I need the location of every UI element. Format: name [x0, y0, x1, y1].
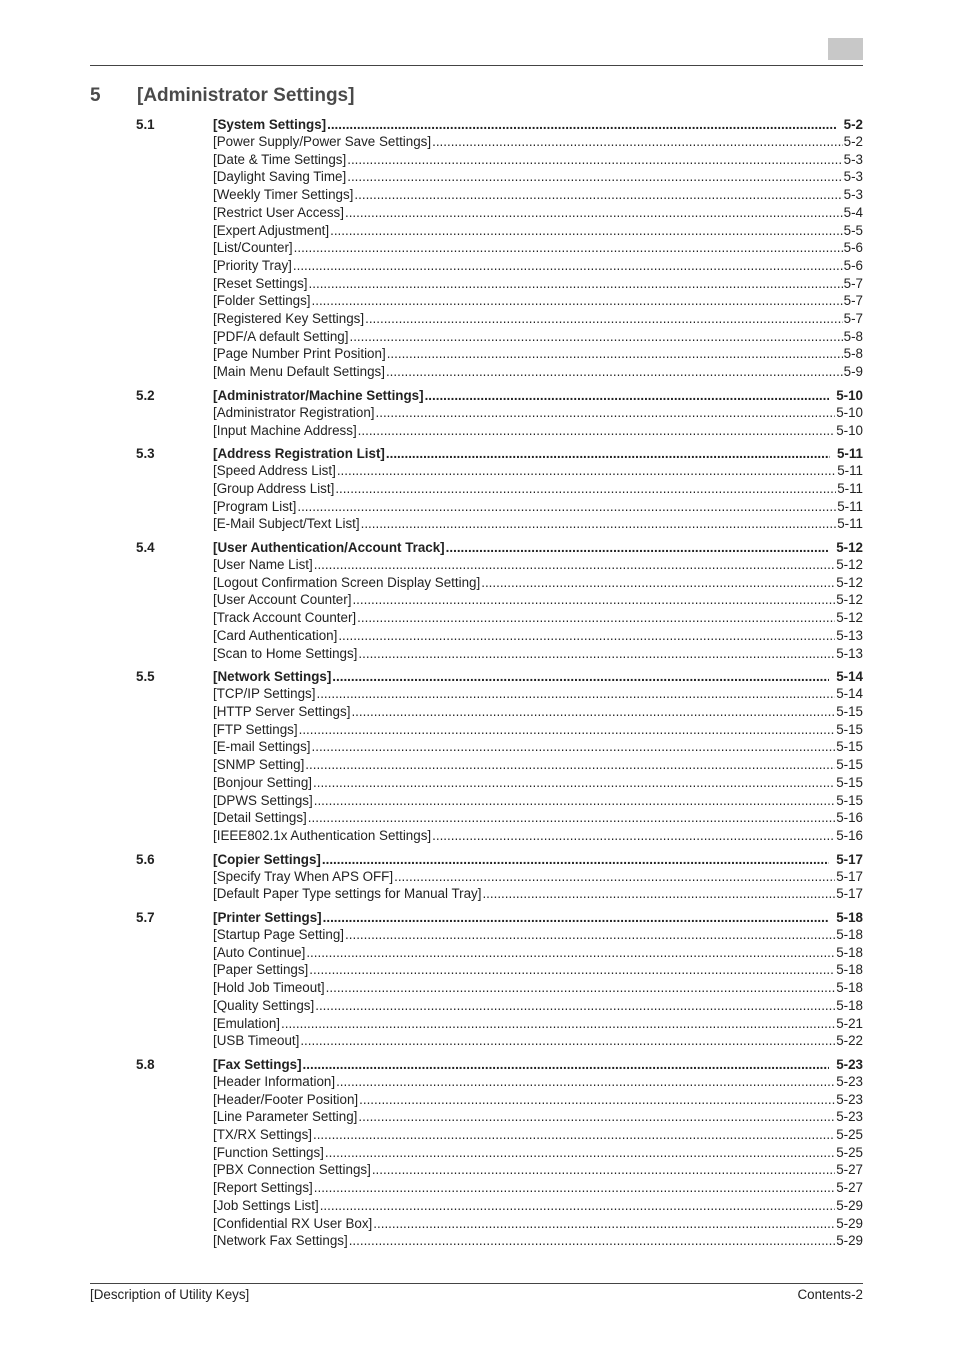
- toc-section-number: 5.2: [136, 387, 155, 403]
- toc-entry-page: 5-11: [837, 463, 863, 479]
- toc-section-title: [Network Settings]: [213, 669, 332, 685]
- toc-entry-page: 5-25: [836, 1144, 863, 1160]
- toc-entry[interactable]: [136, 645, 863, 663]
- toc-section-number: 5.8: [136, 1056, 155, 1072]
- toc-entry-title: [Header Information]: [213, 1073, 336, 1089]
- toc-entry[interactable]: [136, 1197, 863, 1215]
- toc-entry-page: 5-6: [843, 240, 863, 256]
- toc-entry-page: 5-18: [836, 997, 863, 1013]
- toc-dot-leader: [300, 1032, 835, 1050]
- toc-entry-title: [Network Fax Settings]: [213, 1233, 348, 1249]
- footer-divider: [90, 1283, 863, 1284]
- toc-dot-leader: [358, 1108, 835, 1126]
- toc-entry[interactable]: [136, 738, 863, 756]
- toc-section-title: [User Authentication/Account Track]: [213, 540, 445, 556]
- toc-dot-leader: [432, 133, 843, 151]
- toc-entry[interactable]: [136, 1144, 863, 1162]
- toc-dot-leader: [345, 204, 843, 222]
- toc-entry-title: [Power Supply/Power Save Settings]: [213, 134, 432, 149]
- toc-entry-title: [Expert Adjustment]: [213, 222, 330, 238]
- toc-entry[interactable]: [136, 1215, 863, 1233]
- toc-entry[interactable]: [136, 1126, 863, 1144]
- toc-entry[interactable]: [136, 944, 863, 962]
- toc-entry[interactable]: [136, 204, 863, 222]
- toc-entry[interactable]: [136, 885, 863, 903]
- toc-section-heading[interactable]: [136, 909, 863, 926]
- toc-entry-page: 5-17: [836, 868, 863, 884]
- toc-entry-title: [Logout Confirmation Screen Display Setting]: [213, 574, 481, 590]
- toc-section-number: 5.7: [136, 910, 155, 926]
- toc-dot-leader: [312, 738, 836, 756]
- toc-entry[interactable]: [136, 1179, 863, 1197]
- toc-dot-leader: [313, 1126, 835, 1144]
- toc-entry-title: [PBX Connection Settings]: [213, 1162, 371, 1178]
- toc-section-heading[interactable]: [136, 445, 863, 462]
- toc-dot-leader: [376, 404, 836, 422]
- toc-section-number: 5.4: [136, 540, 155, 556]
- toc-section-heading[interactable]: [136, 116, 863, 133]
- header-tab-marker: [828, 38, 863, 60]
- toc-dot-leader: [345, 926, 835, 944]
- toc-dot-leader: [347, 151, 842, 169]
- toc-entry[interactable]: [136, 627, 863, 645]
- toc-entry-page: 5-4: [843, 204, 863, 220]
- toc-section-title: [System Settings]: [213, 117, 327, 132]
- header-divider: [90, 65, 863, 66]
- toc-entry-page: 5-29: [836, 1197, 863, 1213]
- toc-dot-leader: [349, 1232, 835, 1250]
- toc-entry-page: 5-3: [843, 169, 863, 185]
- toc-entry-page: 5-10: [836, 404, 863, 420]
- toc-dot-leader: [309, 961, 835, 979]
- toc-dot-leader: [314, 1179, 835, 1197]
- toc-entry[interactable]: [136, 721, 863, 739]
- toc-section-title: [Fax Settings]: [213, 1056, 302, 1072]
- toc-dot-leader: [316, 685, 835, 703]
- toc-entry-title: [Header/Footer Position]: [213, 1091, 359, 1107]
- toc-entry-page: 5-11: [837, 480, 863, 496]
- toc-entry[interactable]: [136, 363, 863, 381]
- toc-entry-title: [PDF/A default Setting]: [213, 328, 349, 344]
- toc-entry-title: [User Account Counter]: [213, 592, 352, 608]
- toc-entry-title: [List/Counter]: [213, 240, 293, 256]
- toc-entry-title: [Program List]: [213, 498, 297, 514]
- toc-entry-title: [Report Settings]: [213, 1180, 313, 1196]
- toc-dot-leader: [394, 868, 835, 886]
- toc-section-number: 5.6: [136, 851, 155, 867]
- toc-entry[interactable]: [136, 997, 863, 1015]
- toc-dot-leader: [308, 809, 835, 827]
- toc-entry-page: 5-12: [836, 610, 863, 626]
- toc-entry[interactable]: [136, 556, 863, 574]
- toc-section-page: 5-14: [836, 669, 863, 685]
- toc-entry-title: [Scan to Home Settings]: [213, 645, 358, 661]
- toc-entry-page: 5-29: [836, 1215, 863, 1231]
- toc-entry-title: [Job Settings List]: [213, 1197, 319, 1213]
- toc-entry-page: 5-11: [837, 498, 863, 514]
- toc-entry-page: 5-5: [843, 222, 863, 238]
- toc-section: [136, 116, 863, 381]
- toc-entry-title: [HTTP Server Settings]: [213, 703, 351, 719]
- toc-dot-leader: [425, 387, 830, 404]
- toc-section: [136, 668, 863, 844]
- toc-entry[interactable]: [136, 328, 863, 346]
- toc-entry-title: [Detail Settings]: [213, 810, 307, 826]
- footer-page-number: Contents-2: [797, 1287, 863, 1302]
- toc-entry-page: 5-16: [836, 810, 863, 826]
- toc-section-title: [Address Registration List]: [213, 446, 385, 462]
- toc-entry-page: 5-11: [837, 516, 863, 532]
- toc-entry-title: [Reset Settings]: [213, 275, 308, 291]
- toc-entry-page: 5-15: [836, 703, 863, 719]
- toc-entry[interactable]: [136, 574, 863, 592]
- toc-entry[interactable]: [136, 756, 863, 774]
- toc-entry[interactable]: [136, 703, 863, 721]
- toc-entry-page: 5-17: [836, 886, 863, 902]
- toc-entry-page: 5-18: [836, 944, 863, 960]
- toc-entry[interactable]: [136, 1073, 863, 1091]
- toc-entry-title: [Administrator Registration]: [213, 404, 375, 420]
- toc-dot-leader: [349, 328, 842, 346]
- toc-dot-leader: [322, 851, 829, 868]
- toc-dot-leader: [359, 1091, 835, 1109]
- toc-entry-title: [IEEE802.1x Authentication Settings]: [213, 827, 432, 843]
- toc-dot-leader: [309, 275, 843, 293]
- toc-entry-page: 5-18: [836, 927, 863, 943]
- toc-section-page: 5-10: [836, 387, 863, 403]
- toc-dot-leader: [481, 574, 835, 592]
- toc-entry-title: [Restrict User Access]: [213, 204, 344, 220]
- toc-entry-title: [E-Mail Subject/Text List]: [213, 516, 360, 532]
- toc-entry-title: [Quality Settings]: [213, 997, 315, 1013]
- toc-entry-page: 5-6: [843, 257, 863, 273]
- toc-entry-page: 5-18: [836, 980, 863, 996]
- toc-entry-page: 5-15: [836, 757, 863, 773]
- toc-section-number: 5.1: [136, 117, 155, 132]
- toc-dot-leader: [320, 1197, 835, 1215]
- toc-dot-leader: [312, 292, 843, 310]
- toc-section: [136, 909, 863, 1050]
- toc-section-page: 5-17: [836, 851, 863, 867]
- toc-entry-title: [Bonjour Setting]: [213, 774, 313, 790]
- toc-dot-leader: [323, 909, 830, 926]
- toc-entry[interactable]: [136, 239, 863, 257]
- toc-entry-page: 5-27: [836, 1180, 863, 1196]
- toc-entry[interactable]: [136, 827, 863, 845]
- toc-entry[interactable]: [136, 685, 863, 703]
- toc-entry[interactable]: [136, 404, 863, 422]
- toc-section: [136, 1056, 863, 1250]
- toc-entry[interactable]: [136, 792, 863, 810]
- toc-entry-page: 5-18: [836, 962, 863, 978]
- toc-entry-page: 5-7: [843, 311, 863, 327]
- toc-entry-page: 5-15: [836, 774, 863, 790]
- toc-entry-title: [Date & Time Settings]: [213, 151, 347, 167]
- toc-entry-page: 5-16: [836, 827, 863, 843]
- toc-entry-page: 5-15: [836, 792, 863, 808]
- toc-entry[interactable]: [136, 1161, 863, 1179]
- toc-entry[interactable]: [136, 310, 863, 328]
- toc-dot-leader: [352, 591, 835, 609]
- toc-entry-page: 5-14: [836, 686, 863, 702]
- toc-entry[interactable]: [136, 151, 863, 169]
- toc-section-heading[interactable]: [136, 851, 863, 868]
- toc-entry[interactable]: [136, 1015, 863, 1033]
- toc-entry-title: [Emulation]: [213, 1015, 280, 1031]
- toc-entry-title: [Page Number Print Position]: [213, 346, 386, 362]
- toc-dot-leader: [358, 645, 835, 663]
- toc-section-page: 5-23: [836, 1056, 863, 1072]
- toc-entry[interactable]: [136, 979, 863, 997]
- toc-entry[interactable]: [136, 591, 863, 609]
- toc-section-title: [Copier Settings]: [213, 851, 321, 867]
- toc-dot-leader: [386, 445, 830, 462]
- toc-dot-leader: [305, 756, 835, 774]
- toc-entry-page: 5-12: [836, 574, 863, 590]
- toc-dot-leader: [386, 363, 843, 381]
- toc-section-page: 5-12: [836, 540, 863, 556]
- toc-entry-title: [Main Menu Default Settings]: [213, 364, 385, 380]
- toc-entry[interactable]: [136, 257, 863, 275]
- toc-entry-title: [Line Parameter Setting]: [213, 1109, 358, 1125]
- toc-entry-title: [Priority Tray]: [213, 257, 292, 273]
- toc-entry-title: [Registered Key Settings]: [213, 311, 365, 327]
- toc-entry[interactable]: [136, 275, 863, 293]
- toc-entry[interactable]: [136, 926, 863, 944]
- toc-entry[interactable]: [136, 422, 863, 440]
- toc-dot-leader: [365, 310, 843, 328]
- toc-section: [136, 387, 863, 439]
- toc-entry-title: [Default Paper Type settings for Manual Tray]: [213, 886, 482, 902]
- toc-dot-leader: [299, 721, 836, 739]
- toc-entry-page: 5-8: [843, 328, 863, 344]
- toc-section: [136, 445, 863, 533]
- toc-entry[interactable]: [136, 774, 863, 792]
- toc-entry-title: [DPWS Settings]: [213, 792, 313, 808]
- toc-dot-leader: [313, 774, 835, 792]
- toc-section-page: 5-2: [843, 117, 863, 132]
- toc-section-number: 5.3: [136, 446, 155, 462]
- toc-entry[interactable]: [136, 1091, 863, 1109]
- toc-entry[interactable]: [136, 961, 863, 979]
- toc-dot-leader: [325, 1144, 835, 1162]
- toc-entry-title: [Weekly Timer Settings]: [213, 187, 354, 203]
- toc-dot-leader: [357, 609, 835, 627]
- toc-dot-leader: [361, 515, 837, 533]
- toc-dot-leader: [338, 627, 835, 645]
- toc-entry-page: 5-23: [836, 1109, 863, 1125]
- chapter-heading: [90, 85, 354, 107]
- toc-entry-title: [Group Address List]: [213, 480, 335, 496]
- toc-dot-leader: [297, 498, 836, 516]
- toc-entry-title: [Track Account Counter]: [213, 610, 357, 626]
- toc-dot-leader: [432, 827, 835, 845]
- footer-manual-title: [Description of Utility Keys]: [90, 1287, 250, 1302]
- toc-dot-leader: [314, 792, 835, 810]
- toc-entry-title: [TCP/IP Settings]: [213, 686, 316, 702]
- toc-entry[interactable]: [136, 498, 863, 516]
- toc-section-title: [Administrator/Machine Settings]: [213, 387, 424, 403]
- toc-dot-leader: [281, 1015, 835, 1033]
- toc-entry-page: 5-13: [836, 627, 863, 643]
- toc-entry-title: [Folder Settings]: [213, 293, 311, 309]
- toc-dot-leader: [373, 1215, 835, 1233]
- toc-entry-page: 5-27: [836, 1162, 863, 1178]
- toc-entry-page: 5-15: [836, 739, 863, 755]
- toc-entry[interactable]: [136, 345, 863, 363]
- toc-section: [136, 539, 863, 662]
- toc-entry[interactable]: [136, 480, 863, 498]
- toc-entry-title: [Function Settings]: [213, 1144, 324, 1160]
- toc-dot-leader: [354, 186, 842, 204]
- toc-section-number: 5.5: [136, 669, 155, 685]
- toc-entry-page: 5-8: [843, 346, 863, 362]
- toc-section-page: 5-18: [836, 910, 863, 926]
- toc-entry-page: 5-21: [836, 1015, 863, 1031]
- toc-dot-leader: [335, 480, 836, 498]
- toc-dot-leader: [336, 1073, 835, 1091]
- toc-entry[interactable]: [136, 515, 863, 533]
- toc-entry[interactable]: [136, 292, 863, 310]
- toc-dot-leader: [446, 539, 830, 556]
- toc-entry[interactable]: [136, 222, 863, 240]
- toc-entry-page: 5-3: [843, 187, 863, 203]
- toc-dot-leader: [293, 257, 843, 275]
- toc-entry-page: 5-12: [836, 592, 863, 608]
- toc-entry-title: [Input Machine Address]: [213, 422, 357, 438]
- toc-entry-title: [TX/RX Settings]: [213, 1127, 312, 1143]
- toc-entry-page: 5-29: [836, 1233, 863, 1249]
- toc-entry-page: 5-7: [843, 293, 863, 309]
- toc-entry-page: 5-13: [836, 645, 863, 661]
- toc-dot-leader: [303, 1056, 830, 1073]
- toc-entry-title: [FTP Settings]: [213, 721, 298, 737]
- toc-entry-page: 5-25: [836, 1127, 863, 1143]
- toc-section-heading[interactable]: [136, 668, 863, 685]
- toc-dot-leader: [315, 997, 835, 1015]
- toc-dot-leader: [326, 979, 836, 997]
- toc-entry[interactable]: [136, 609, 863, 627]
- toc-entry-title: [Startup Page Setting]: [213, 927, 345, 943]
- toc-entry[interactable]: [136, 186, 863, 204]
- toc-entry-page: 5-2: [843, 134, 863, 149]
- toc-section-heading[interactable]: [136, 1056, 863, 1073]
- toc-dot-leader: [327, 116, 837, 133]
- toc-entry-title: [Speed Address List]: [213, 463, 336, 479]
- toc-entry[interactable]: [136, 462, 863, 480]
- toc-entry-page: 5-23: [836, 1091, 863, 1107]
- toc-dot-leader: [306, 944, 835, 962]
- toc-entry-page: 5-7: [843, 275, 863, 291]
- toc-entry-page: 5-23: [836, 1073, 863, 1089]
- toc-entry[interactable]: [136, 868, 863, 886]
- toc-entry-page: 5-12: [836, 557, 863, 573]
- toc-entry-page: 5-22: [836, 1033, 863, 1049]
- toc-entry-title: [SNMP Setting]: [213, 757, 305, 773]
- toc-entry[interactable]: [136, 809, 863, 827]
- toc-entry-title: [Paper Settings]: [213, 962, 309, 978]
- toc-dot-leader: [387, 345, 843, 363]
- toc-dot-leader: [372, 1161, 835, 1179]
- toc-dot-leader: [482, 885, 835, 903]
- toc-entry-title: [Auto Continue]: [213, 944, 306, 960]
- table-of-contents: [136, 116, 863, 1256]
- toc-dot-leader: [358, 422, 836, 440]
- toc-entry-page: 5-10: [836, 422, 863, 438]
- toc-section-heading[interactable]: [136, 387, 863, 404]
- toc-entry-title: [Daylight Saving Time]: [213, 169, 347, 185]
- toc-entry[interactable]: [136, 168, 863, 186]
- toc-dot-leader: [314, 556, 835, 574]
- toc-entry[interactable]: [136, 1032, 863, 1050]
- toc-dot-leader: [332, 668, 829, 685]
- toc-entry-title: [Specify Tray When APS OFF]: [213, 868, 394, 884]
- toc-section-heading[interactable]: [136, 539, 863, 556]
- toc-entry-title: [USB Timeout]: [213, 1033, 300, 1049]
- chapter-number: 5: [90, 85, 101, 106]
- toc-entry[interactable]: [136, 133, 863, 151]
- toc-dot-leader: [337, 462, 836, 480]
- toc-dot-leader: [347, 168, 842, 186]
- toc-dot-leader: [330, 222, 843, 240]
- toc-section-title: [Printer Settings]: [213, 910, 322, 926]
- toc-entry-page: 5-3: [843, 151, 863, 167]
- toc-entry-title: [User Name List]: [213, 557, 313, 573]
- toc-section-page: 5-11: [836, 446, 863, 462]
- chapter-title: [Administrator Settings]: [137, 85, 355, 106]
- toc-dot-leader: [294, 239, 843, 257]
- toc-entry[interactable]: [136, 1108, 863, 1126]
- toc-dot-leader: [351, 703, 835, 721]
- toc-section: [136, 851, 863, 903]
- toc-entry[interactable]: [136, 1232, 863, 1250]
- toc-entry-title: [E-mail Settings]: [213, 739, 311, 755]
- toc-entry-title: [Confidential RX User Box]: [213, 1215, 373, 1231]
- toc-entry-title: [Card Authentication]: [213, 627, 338, 643]
- toc-entry-page: 5-15: [836, 721, 863, 737]
- toc-entry-page: 5-9: [843, 364, 863, 380]
- toc-entry-title: [Hold Job Timeout]: [213, 980, 325, 996]
